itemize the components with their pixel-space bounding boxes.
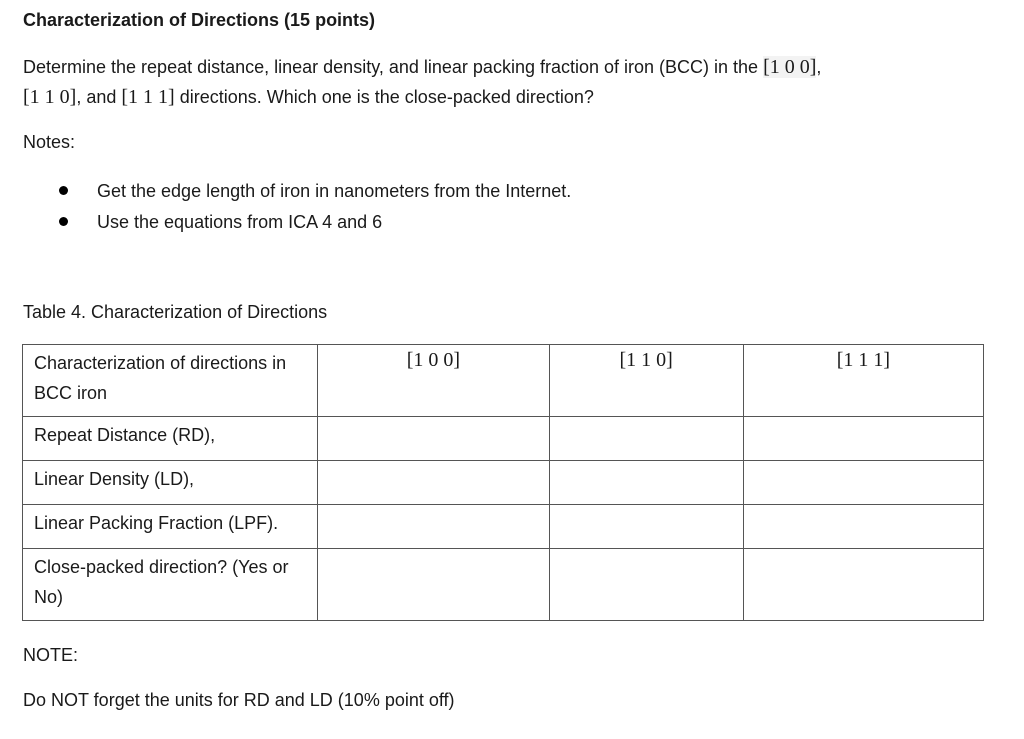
direction-111: [1 1 1] [121, 86, 175, 108]
direction-100: [1 0 0] [763, 56, 817, 78]
note-item-text: Use the equations from ICA 4 and 6 [97, 212, 383, 232]
answer-cell[interactable] [743, 417, 983, 461]
notes-list [55, 176, 571, 238]
note-text: Do NOT forget the units for RD and LD (10% point off) [23, 690, 455, 710]
column-header-100: [1 0 0] [318, 345, 549, 417]
answer-cell[interactable] [743, 461, 983, 505]
answer-cell[interactable] [549, 549, 743, 621]
table-row-linear-density [23, 461, 984, 505]
note-item [55, 176, 571, 207]
directions-table [22, 344, 984, 621]
direction-110: [1 1 0] [23, 86, 77, 108]
column-header-111: [1 1 1] [743, 345, 983, 417]
answer-cell[interactable] [318, 505, 549, 549]
note-item [55, 207, 571, 238]
question-part-2: directions. Which one is the close-packed direction? [174, 87, 594, 107]
question-text [23, 52, 983, 112]
row-label: Repeat Distance (RD), [23, 417, 318, 461]
row-label: Linear Packing Fraction (LPF). [23, 505, 318, 549]
question-comma: , [816, 57, 822, 77]
answer-cell[interactable] [549, 505, 743, 549]
question-part-1: Determine the repeat distance, linear density, and linear packing fraction of iron (BCC) in the [23, 57, 764, 77]
question-and: , and [76, 87, 122, 107]
table-row-close-packed [23, 549, 984, 621]
header-label-cell: Characterization of directions in BCC iron [23, 345, 318, 417]
table-row-repeat-distance [23, 417, 984, 461]
note-item-text: Get the edge length of iron in nanometers from the Internet. [97, 181, 572, 201]
answer-cell[interactable] [318, 461, 549, 505]
table-header-row [23, 345, 984, 417]
bullet-icon [59, 217, 68, 226]
answer-cell[interactable] [549, 417, 743, 461]
bullet-icon [59, 186, 68, 195]
row-label: Linear Density (LD), [23, 461, 318, 505]
table-caption: Table 4. Characterization of Directions [23, 302, 328, 322]
answer-cell[interactable] [743, 549, 983, 621]
column-header-110: [1 1 0] [549, 345, 743, 417]
answer-cell[interactable] [743, 505, 983, 549]
notes-label: Notes: [23, 132, 76, 152]
row-label: Close-packed direction? (Yes or No) [23, 549, 318, 621]
answer-cell[interactable] [549, 461, 743, 505]
note-label: NOTE: [23, 645, 79, 665]
table-row-linear-packing-fraction [23, 505, 984, 549]
answer-cell[interactable] [318, 549, 549, 621]
page-title: Characterization of Directions (15 points) [23, 10, 376, 30]
answer-cell[interactable] [318, 417, 549, 461]
